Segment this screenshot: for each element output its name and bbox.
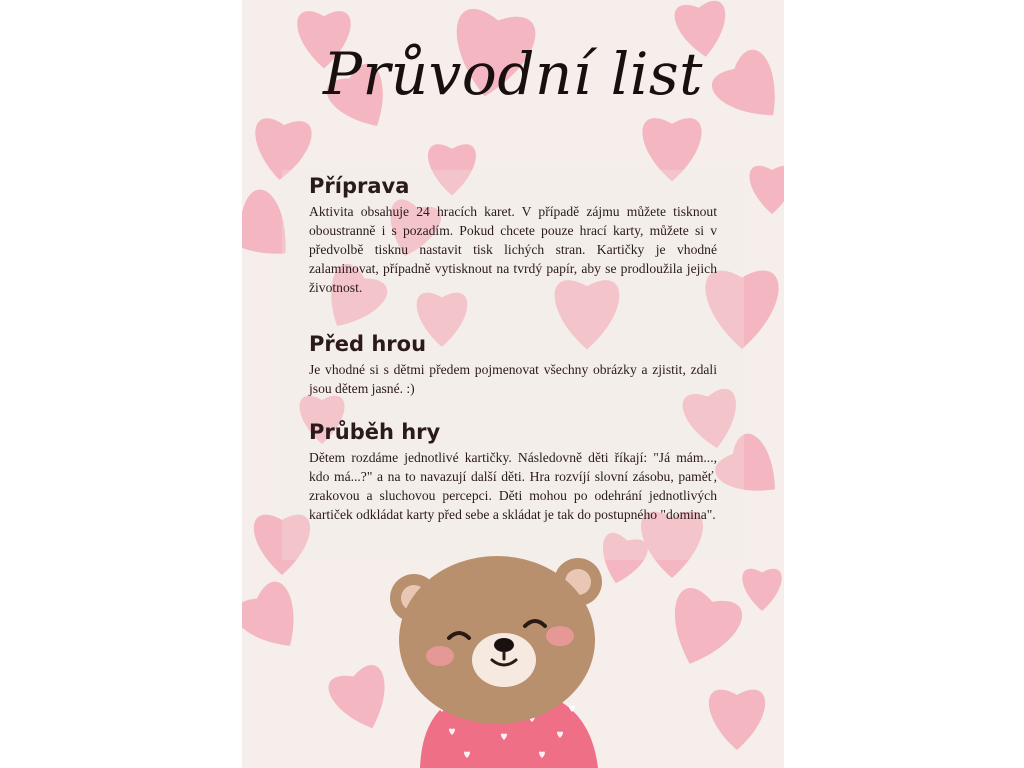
section-text: Aktivita obsahuje 24 hracích karet. V případě zájmu můžete tisknout oboustranně i s pozadím. Pokud chcete pouze hrací karty, můžete si v předvolbě tisknu nastavit tisk lichých stran. Kartičky je vhodné zalaminovat, případně vytisknout na tvrdý papír, aby se prodloužila jejich životnost. bbox=[309, 204, 717, 296]
section-prubeh-hry bbox=[309, 420, 717, 524]
heart-icon bbox=[442, 579, 481, 621]
section-heading: Průběh hry bbox=[309, 420, 441, 444]
section-heading: Příprava bbox=[309, 174, 410, 198]
heart-icon bbox=[325, 662, 399, 738]
heart-icon bbox=[242, 577, 314, 663]
heart-icon bbox=[709, 690, 765, 750]
heart-icon bbox=[658, 584, 746, 675]
page-title: Průvodní list bbox=[323, 40, 703, 108]
document-page bbox=[242, 0, 784, 768]
section-text: Je vhodné si s dětmi předem pojmenovat všechny obrázky a zjistit, zdali jsou dětem jasné. :) bbox=[309, 362, 717, 397]
heart-icon bbox=[742, 569, 781, 611]
heart-icon bbox=[749, 166, 784, 214]
section-pred-hrou bbox=[309, 332, 717, 398]
section-heading: Před hrou bbox=[309, 332, 427, 356]
section-text: Dětem rozdáme jednotlivé kartičky. Následovně děti říkají: "Já mám..., kdo má...?" a na to navazují další děti. Hra rozvíjí slovní zásobu, paměť, zrakovou a sluchovou percepci. Děti mohou po odehrání jednotlivých kartiček odkládat karty před sebe a skládat je tak do postupného "domina". bbox=[309, 450, 717, 523]
section-priprava bbox=[309, 174, 717, 297]
